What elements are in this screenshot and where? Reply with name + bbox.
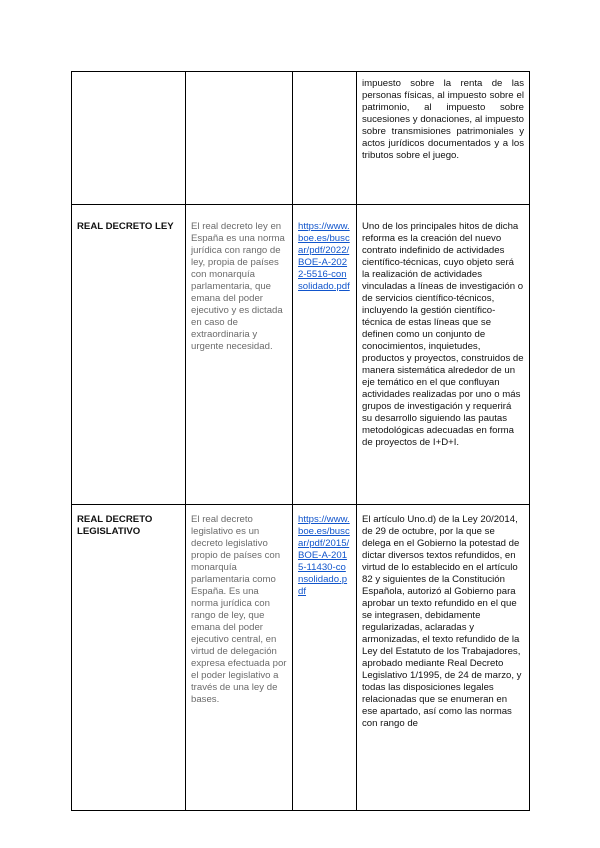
term-cell bbox=[72, 72, 186, 205]
definition-text: El real decreto ley en España es una norma jurídica con rango de ley, propia de países con monarquía parlamentaria, que emana del poder ejecutivo y es dictada en caso de extraordinaria y urgente necesidad. bbox=[191, 221, 285, 352]
description-cell bbox=[357, 72, 530, 205]
link-cell bbox=[293, 72, 357, 205]
description-text: Uno de los principales hitos de dicha reforma es la creación del nuevo contrato indefinido de actividades científico-técnicas, cuyo objeto será la realización de actividades vinculadas a líneas de investigación o de servicios científico-técnicos, incluyendo la gestión científico-técnica de estas líneas que se definen como un conjunto de conocimientos, inquietudes, productos y proyectos, construidos de manera sistemática alrededor de un eje temático en el que confluyan actividades realizadas por uno o más grupos de investigación y requerirá su desarrollo siguiendo las pautas metodológicas adecuadas en forma de proyectos de I+D+I. bbox=[362, 221, 524, 448]
term-text: REAL DECRETO LEY bbox=[77, 221, 174, 232]
table-row bbox=[72, 505, 530, 811]
definition-cell bbox=[186, 205, 293, 505]
description-cell bbox=[357, 505, 530, 811]
term-cell bbox=[72, 505, 186, 811]
table-row bbox=[72, 72, 530, 205]
source-link[interactable]: https://www.boe.es/buscar/pdf/2022/BOE-A-2022-5516-consolidado.pdf bbox=[298, 221, 350, 292]
description-text: El artículo Uno.d) de la Ley 20/2014, de 29 de octubre, por la que se delega en el Gobierno la potestad de dictar diversos textos refundidos, en virtud de lo establecido en el artículo 82 y siguientes de la Constitución Española, autorizó al Gobierno para aprobar un texto refundido en el que se integrasen, debidamente regularizadas, aclaradas y armonizadas, el texto refundido de la Ley del Estatuto de los Trabajadores, aprobado mediante Real Decreto Legislativo 1/1995, de 24 de marzo, y todas las disposiciones legales relacionadas que se enumeran en ese apartado, así como las normas con rango de bbox=[362, 514, 522, 729]
table-row bbox=[72, 205, 530, 505]
link-cell bbox=[293, 505, 357, 811]
term-text: REAL DECRETO LEGISLATIVO bbox=[77, 514, 153, 537]
definition-cell bbox=[186, 72, 293, 205]
description-cell bbox=[357, 205, 530, 505]
term-cell bbox=[72, 205, 186, 505]
description-text: impuesto sobre la renta de las personas físicas, al impuesto sobre el patrimonio, al impuesto sobre sucesiones y donaciones, al impuesto sobre transmisiones patrimoniales y actos jurídicos documentados y a los tributos sobre el juego. bbox=[362, 78, 524, 161]
source-link[interactable]: https://www.boe.es/buscar/pdf/2015/BOE-A-2015-11430-consolidado.pdf bbox=[298, 514, 350, 597]
definition-text: El real decreto legislativo es un decreto legislativo propio de países con monarquía parlamentaria como España. Es una norma jurídica con rango de ley, que emana del poder ejecutivo central, en virtud de delegación expresa efectuada por el poder legislativo a través de una ley de bases. bbox=[191, 514, 287, 705]
definition-cell bbox=[186, 505, 293, 811]
glossary-table bbox=[71, 71, 530, 811]
link-cell bbox=[293, 205, 357, 505]
